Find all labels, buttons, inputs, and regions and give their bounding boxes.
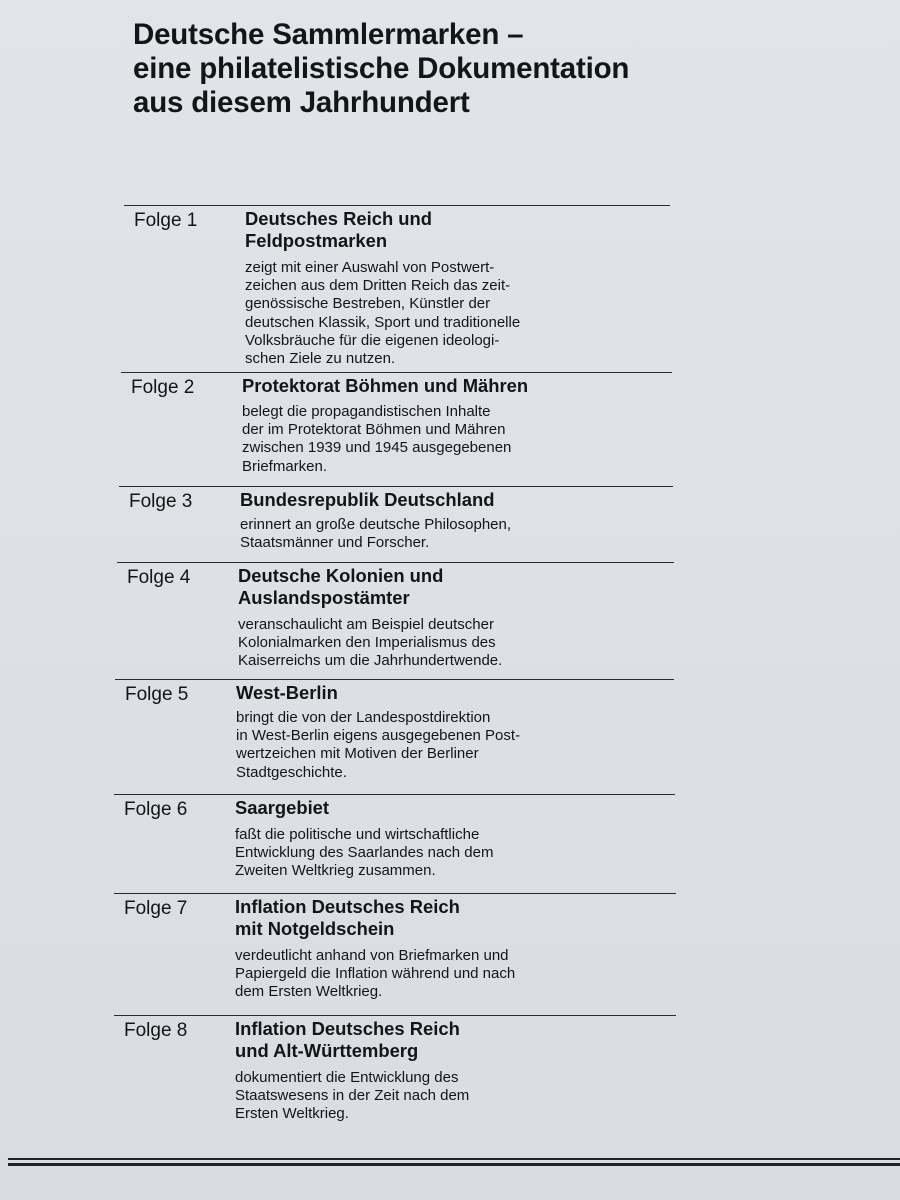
description-line: wertzeichen mit Motiven der Berliner [236, 745, 479, 763]
description-line: verdeutlicht anhand von Briefmarken und [235, 947, 509, 964]
series-description [240, 516, 660, 552]
title-line: Deutsche Sammlermarken – [133, 18, 524, 51]
description-line: Kolonialmarken den Imperialismus des [238, 634, 496, 652]
series-entry [115, 679, 674, 790]
series-number: Folge 1 [134, 210, 198, 231]
heading-line: Deutsche Kolonien und [238, 565, 444, 586]
series-number: Folge 3 [129, 491, 193, 512]
description-line: der im Protektorat Böhmen und Mähren [242, 421, 506, 439]
description-line: erinnert an große deutsche Philosophen, [240, 516, 512, 533]
series-entry [114, 794, 675, 905]
series-description [242, 403, 662, 476]
series-heading [235, 1018, 675, 1062]
description-line: Volksbräuche für die eigenen ideologi- [245, 331, 500, 349]
description-line: Staatsmänner und Forscher. [240, 534, 430, 552]
series-heading [242, 375, 682, 397]
description-line: genössische Bestreben, Künstler der [245, 295, 491, 313]
series-heading [238, 565, 678, 609]
title-line: eine philatelistische Dokumentation [133, 52, 630, 85]
series-description [238, 616, 658, 671]
description-line: Ersten Weltkrieg. [235, 1105, 349, 1123]
heading-line: Bundesrepublik Deutschland [240, 489, 495, 510]
description-line: Staatswesens in der Zeit nach dem [235, 1087, 470, 1105]
series-description [235, 826, 655, 881]
description-line: bringt die von der Landespostdirektion [236, 709, 491, 726]
footer-rule [8, 1158, 900, 1160]
heading-line: Auslandspostämter [238, 587, 410, 608]
series-number: Folge 6 [124, 799, 188, 820]
series-heading [245, 208, 685, 252]
description-line: deutschen Klassik, Sport und traditionelle [245, 313, 521, 331]
description-line: Briefmarken. [242, 457, 328, 475]
series-heading [236, 682, 676, 704]
series-entry [124, 205, 670, 368]
heading-line: Deutsches Reich und [245, 208, 433, 229]
description-line: Entwicklung des Saarlandes nach dem [235, 844, 494, 862]
heading-line: und Alt-Württemberg [235, 1040, 419, 1061]
heading-line: Saargebiet [235, 797, 330, 818]
series-number: Folge 8 [124, 1020, 188, 1041]
description-line: dem Ersten Weltkrieg. [235, 983, 383, 1001]
description-line: in West-Berlin eigens ausgegebenen Post- [236, 727, 521, 745]
series-entry [121, 372, 672, 483]
description-line: Stadtgeschichte. [236, 763, 347, 781]
series-heading [235, 896, 675, 940]
series-entry [114, 1015, 676, 1126]
series-description [245, 259, 665, 368]
series-number: Folge 5 [125, 684, 189, 705]
series-heading [240, 489, 680, 511]
description-line: Papiergeld die Inflation während und nach [235, 965, 516, 983]
series-number: Folge 4 [127, 567, 191, 588]
series-description [235, 1069, 655, 1124]
series-entry [114, 893, 676, 1004]
heading-line: West-Berlin [236, 682, 338, 703]
heading-line: Inflation Deutsches Reich [235, 896, 460, 917]
series-description [236, 709, 656, 782]
description-line: belegt die propagandistischen Inhalte [242, 403, 491, 420]
description-line: zeigt mit einer Auswahl von Postwert- [245, 259, 495, 276]
series-number: Folge 7 [124, 898, 188, 919]
footer-rule [8, 1163, 900, 1166]
heading-line: Inflation Deutsches Reich [235, 1018, 460, 1039]
description-line: schen Ziele zu nutzen. [245, 350, 396, 368]
description-line: faßt die politische und wirtschaftliche [235, 826, 480, 843]
description-line: zwischen 1939 und 1945 ausgegebenen [242, 439, 512, 457]
description-line: Kaiserreichs um die Jahrhundertwende. [238, 652, 503, 670]
series-description [235, 947, 655, 1002]
description-line: dokumentiert die Entwicklung des [235, 1069, 459, 1086]
heading-line: Feldpostmarken [245, 230, 388, 251]
series-entry [117, 562, 674, 673]
series-heading [235, 797, 675, 819]
heading-line: Protektorat Böhmen und Mähren [242, 375, 529, 396]
heading-line: mit Notgeldschein [235, 918, 395, 939]
title-line: aus diesem Jahrhundert [133, 86, 470, 119]
series-number: Folge 2 [131, 377, 195, 398]
description-line: veranschaulicht am Beispiel deutscher [238, 616, 494, 633]
description-line: Zweiten Weltkrieg zusammen. [235, 862, 436, 880]
description-line: zeichen aus dem Dritten Reich das zeit- [245, 277, 511, 295]
